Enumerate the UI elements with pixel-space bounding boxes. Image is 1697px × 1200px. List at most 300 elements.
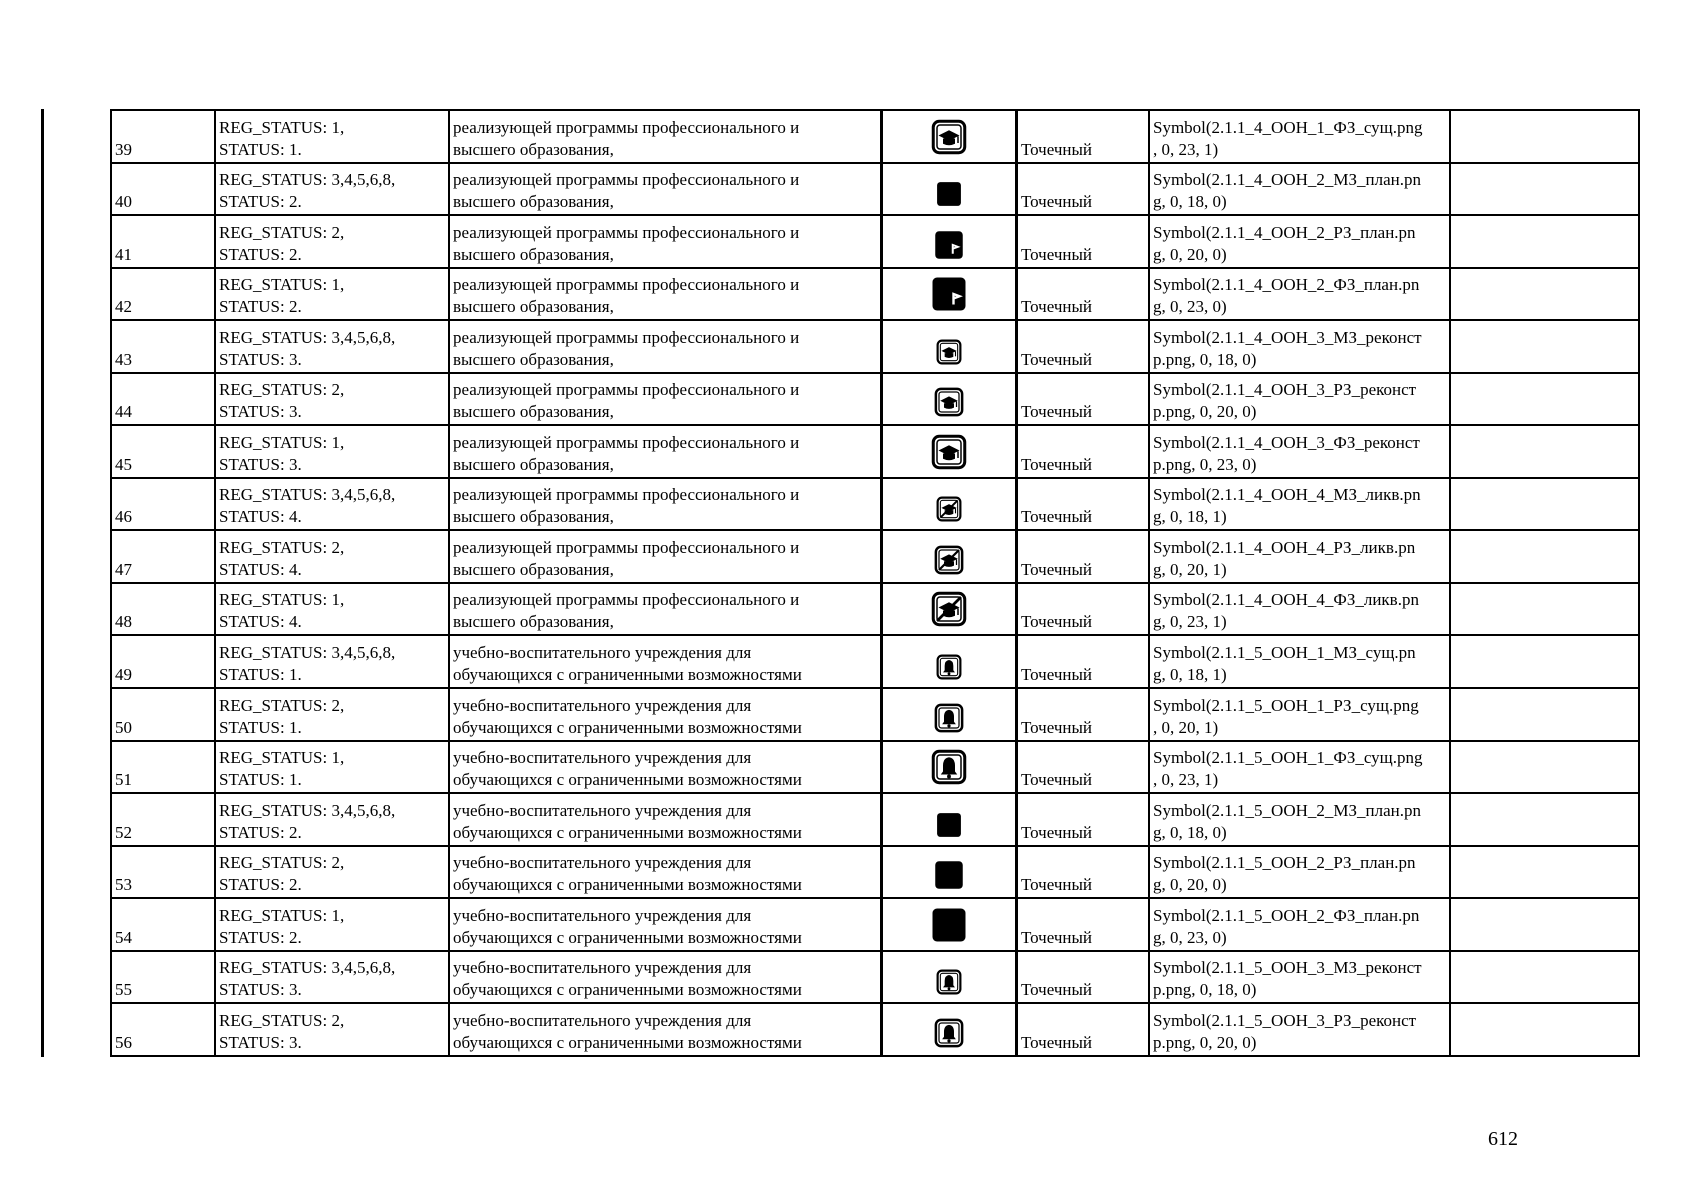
- row-number-cell: [111, 583, 215, 636]
- description-line: учебно-воспитательного учреждения для: [453, 695, 752, 715]
- reg-status-cell: [215, 268, 449, 321]
- symbol-expression-cell: [1149, 425, 1450, 478]
- reg-status-text: REG_STATUS: 1,: [219, 275, 345, 295]
- empty-cell: [1450, 951, 1639, 1004]
- description-cell: [449, 1003, 882, 1056]
- reg-status-cell: [215, 635, 449, 688]
- symbol-expression-line: Symbol(2.1.1_4_ООН_2_МЗ_план.pn: [1153, 170, 1421, 190]
- reg-status-cell: [215, 951, 449, 1004]
- reg-status-text: REG_STATUS: 2,: [219, 853, 345, 873]
- symbol-expression-line: , 0, 23, 1): [1153, 770, 1219, 790]
- row-number-cell: [111, 268, 215, 321]
- symbol-icon-cell: [882, 741, 1017, 794]
- geometry-type: Точечный: [1021, 665, 1093, 685]
- symbol-expression-line: р.png, 0, 20, 0): [1153, 402, 1257, 422]
- filled-square-flag-icon: [931, 276, 967, 312]
- description-cell: [449, 951, 882, 1004]
- symbol-expression-line: Symbol(2.1.1_4_ООН_4_ФЗ_ликв.pn: [1153, 590, 1419, 610]
- description-line: реализующей программы профессионального и: [453, 380, 800, 400]
- symbol-icon-cell: [882, 530, 1017, 583]
- geometry-type-cell: [1017, 583, 1150, 636]
- reg-status-cell: [215, 1003, 449, 1056]
- row-number: 56: [115, 1033, 132, 1052]
- description-line: учебно-воспитательного учреждения для: [453, 748, 752, 768]
- row-number-cell: [111, 635, 215, 688]
- row-number-cell: [111, 425, 215, 478]
- symbol-icon-cell: [882, 846, 1017, 899]
- symbol-expression-line: Symbol(2.1.1_4_ООН_2_РЗ_план.pn: [1153, 222, 1416, 242]
- row-number: 53: [115, 875, 132, 895]
- geometry-type-cell: [1017, 163, 1150, 216]
- row-number-cell: [111, 741, 215, 794]
- symbol-expression-line: р.png, 0, 20, 0): [1153, 1033, 1257, 1052]
- bell-icon: [936, 654, 962, 680]
- status-text: STATUS: 2.: [219, 192, 302, 212]
- description-line: реализующей программы профессионального и: [453, 590, 800, 610]
- symbol-expression-line: р.png, 0, 18, 0): [1153, 349, 1257, 369]
- row-number: 54: [115, 927, 132, 947]
- graduation-cap-icon: [931, 119, 967, 155]
- graduation-cap-icon: [934, 387, 964, 417]
- description-line: реализующей программы профессионального и: [453, 117, 800, 137]
- symbol-expression-line: Symbol(2.1.1_4_ООН_4_РЗ_ликв.pn: [1153, 537, 1416, 557]
- row-number-cell: [111, 163, 215, 216]
- row-number-cell: [111, 688, 215, 741]
- symbol-expression-line: g, 0, 18, 1): [1153, 665, 1227, 685]
- geometry-type: Точечный: [1021, 822, 1093, 842]
- reg-status-text: REG_STATUS: 3,4,5,6,8,: [219, 170, 396, 190]
- description-cell: [449, 846, 882, 899]
- table-row: [111, 320, 1639, 373]
- row-number: 45: [115, 454, 132, 474]
- description-line: обучающихся с ограниченными возможностями: [453, 1033, 802, 1052]
- symbol-expression-cell: [1149, 951, 1450, 1004]
- status-text: STATUS: 3.: [219, 349, 302, 369]
- reg-status-text: REG_STATUS: 1,: [219, 432, 345, 452]
- status-text: STATUS: 3.: [219, 1033, 302, 1052]
- empty-cell: [1450, 373, 1639, 426]
- row-number: 42: [115, 297, 132, 317]
- row-number-cell: [111, 320, 215, 373]
- symbol-expression-cell: [1149, 163, 1450, 216]
- geometry-type: Точечный: [1021, 875, 1093, 895]
- geometry-type-cell: [1017, 268, 1150, 321]
- reg-status-text: REG_STATUS: 2,: [219, 1011, 345, 1030]
- symbol-expression-cell: [1149, 478, 1450, 531]
- description-line: учебно-воспитательного учреждения для: [453, 643, 752, 663]
- reg-status-text: REG_STATUS: 3,4,5,6,8,: [219, 800, 396, 820]
- row-number: 50: [115, 717, 132, 737]
- table-row: [111, 215, 1639, 268]
- row-number: 39: [115, 139, 132, 159]
- symbol-icon-cell: [882, 268, 1017, 321]
- row-number-cell: [111, 898, 215, 951]
- symbol-expression-line: Symbol(2.1.1_4_ООН_4_МЗ_ликв.pn: [1153, 485, 1421, 505]
- symbol-expression-cell: [1149, 320, 1450, 373]
- symbol-expression-cell: [1149, 373, 1450, 426]
- reg-status-text: REG_STATUS: 1,: [219, 748, 345, 768]
- reg-status-cell: [215, 898, 449, 951]
- symbol-table-body: [111, 110, 1639, 1056]
- description-line: обучающихся с ограниченными возможностями: [453, 822, 802, 842]
- description-line: учебно-воспитательного учреждения для: [453, 800, 752, 820]
- symbol-icon-cell: [882, 635, 1017, 688]
- symbol-expression-line: Symbol(2.1.1_5_ООН_2_ФЗ_план.pn: [1153, 905, 1420, 925]
- geometry-type: Точечный: [1021, 192, 1093, 212]
- symbol-expression-cell: [1149, 583, 1450, 636]
- description-line: обучающихся с ограниченными возможностями: [453, 717, 802, 737]
- table-row: [111, 530, 1639, 583]
- symbol-icon-cell: [882, 951, 1017, 1004]
- description-line: реализующей программы профессионального и: [453, 275, 800, 295]
- symbol-expression-line: g, 0, 23, 0): [1153, 297, 1227, 317]
- empty-cell: [1450, 320, 1639, 373]
- description-cell: [449, 741, 882, 794]
- table-row: [111, 373, 1639, 426]
- row-number-cell: [111, 215, 215, 268]
- description-line: обучающихся с ограниченными возможностями: [453, 665, 802, 685]
- geometry-type: Точечный: [1021, 139, 1093, 159]
- symbol-icon-cell: [882, 793, 1017, 846]
- bell-icon: [934, 1018, 964, 1048]
- symbol-icon-cell: [882, 898, 1017, 951]
- description-line: реализующей программы профессионального и: [453, 170, 800, 190]
- reg-status-cell: [215, 741, 449, 794]
- symbol-expression-line: Symbol(2.1.1_5_ООН_3_МЗ_реконст: [1153, 958, 1422, 978]
- symbol-expression-line: Symbol(2.1.1_4_ООН_1_ФЗ_сущ.png: [1153, 117, 1423, 137]
- reg-status-text: REG_STATUS: 2,: [219, 695, 345, 715]
- symbol-icon-cell: [882, 320, 1017, 373]
- description-cell: [449, 478, 882, 531]
- symbol-expression-cell: [1149, 110, 1450, 163]
- margin-rule: [41, 109, 44, 1057]
- row-number-cell: [111, 373, 215, 426]
- status-text: STATUS: 3.: [219, 980, 302, 1000]
- graduation-cap-crossed-icon: [934, 545, 964, 575]
- symbol-expression-line: , 0, 20, 1): [1153, 717, 1219, 737]
- geometry-type: Точечный: [1021, 402, 1093, 422]
- geometry-type-cell: [1017, 951, 1150, 1004]
- row-number: 43: [115, 349, 132, 369]
- description-line: высшего образования,: [453, 454, 614, 474]
- description-cell: [449, 530, 882, 583]
- row-number-cell: [111, 846, 215, 899]
- symbol-expression-cell: [1149, 1003, 1450, 1056]
- table-row: [111, 268, 1639, 321]
- reg-status-text: REG_STATUS: 3,4,5,6,8,: [219, 327, 396, 347]
- geometry-type-cell: [1017, 635, 1150, 688]
- description-line: реализующей программы профессионального и: [453, 537, 800, 557]
- geometry-type: Точечный: [1021, 980, 1093, 1000]
- description-line: высшего образования,: [453, 192, 614, 212]
- reg-status-text: REG_STATUS: 3,4,5,6,8,: [219, 485, 396, 505]
- status-text: STATUS: 1.: [219, 665, 302, 685]
- bell-icon: [934, 703, 964, 733]
- reg-status-text: REG_STATUS: 2,: [219, 537, 345, 557]
- table-row: [111, 793, 1639, 846]
- graduation-cap-crossed-icon: [931, 591, 967, 627]
- reg-status-cell: [215, 373, 449, 426]
- symbol-expression-line: Symbol(2.1.1_4_ООН_3_МЗ_реконст: [1153, 327, 1422, 347]
- reg-status-cell: [215, 215, 449, 268]
- geometry-type-cell: [1017, 530, 1150, 583]
- description-line: высшего образования,: [453, 559, 614, 579]
- status-text: STATUS: 3.: [219, 454, 302, 474]
- description-cell: [449, 583, 882, 636]
- symbol-expression-line: Symbol(2.1.1_4_ООН_2_ФЗ_план.pn: [1153, 275, 1420, 295]
- table-row: [111, 1003, 1639, 1056]
- status-text: STATUS: 4.: [219, 507, 302, 527]
- description-cell: [449, 425, 882, 478]
- symbol-expression-line: Symbol(2.1.1_5_ООН_1_ФЗ_сущ.png: [1153, 748, 1423, 768]
- symbol-icon-cell: [882, 583, 1017, 636]
- filled-square-icon: [934, 860, 964, 890]
- symbol-expression-cell: [1149, 898, 1450, 951]
- description-line: учебно-воспитательного учреждения для: [453, 958, 752, 978]
- empty-cell: [1450, 846, 1639, 899]
- symbol-expression-line: Symbol(2.1.1_5_ООН_3_РЗ_реконст: [1153, 1011, 1417, 1030]
- description-line: реализующей программы профессионального и: [453, 432, 800, 452]
- geometry-type-cell: [1017, 793, 1150, 846]
- description-cell: [449, 635, 882, 688]
- geometry-type: Точечный: [1021, 559, 1093, 579]
- status-text: STATUS: 2.: [219, 875, 302, 895]
- symbol-expression-cell: [1149, 268, 1450, 321]
- geometry-type-cell: [1017, 898, 1150, 951]
- row-number: 41: [115, 244, 132, 264]
- table-row: [111, 478, 1639, 531]
- description-line: обучающихся с ограниченными возможностями: [453, 875, 802, 895]
- empty-cell: [1450, 1003, 1639, 1056]
- status-text: STATUS: 1.: [219, 770, 302, 790]
- symbol-expression-line: g, 0, 18, 1): [1153, 507, 1227, 527]
- geometry-type: Точечный: [1021, 717, 1093, 737]
- description-line: высшего образования,: [453, 244, 614, 264]
- symbol-table: [110, 109, 1640, 1057]
- empty-cell: [1450, 688, 1639, 741]
- geometry-type-cell: [1017, 373, 1150, 426]
- status-text: STATUS: 2.: [219, 822, 302, 842]
- row-number-cell: [111, 110, 215, 163]
- table-row: [111, 898, 1639, 951]
- reg-status-text: REG_STATUS: 1,: [219, 590, 345, 610]
- symbol-expression-line: g, 0, 20, 0): [1153, 875, 1227, 895]
- description-line: реализующей программы профессионального и: [453, 327, 800, 347]
- reg-status-text: REG_STATUS: 3,4,5,6,8,: [219, 643, 396, 663]
- status-text: STATUS: 4.: [219, 612, 302, 632]
- geometry-type: Точечный: [1021, 297, 1093, 317]
- geometry-type-cell: [1017, 846, 1150, 899]
- symbol-expression-line: Symbol(2.1.1_4_ООН_3_ФЗ_реконст: [1153, 432, 1420, 452]
- table-row: [111, 688, 1639, 741]
- status-text: STATUS: 1.: [219, 717, 302, 737]
- description-line: учебно-воспитательного учреждения для: [453, 905, 752, 925]
- graduation-cap-icon: [931, 434, 967, 470]
- symbol-icon-cell: [882, 478, 1017, 531]
- reg-status-cell: [215, 320, 449, 373]
- geometry-type: Точечный: [1021, 454, 1093, 474]
- symbol-expression-line: g, 0, 18, 0): [1153, 822, 1227, 842]
- geometry-type: Точечный: [1021, 244, 1093, 264]
- row-number: 40: [115, 192, 132, 212]
- description-cell: [449, 163, 882, 216]
- status-text: STATUS: 1.: [219, 139, 302, 159]
- geometry-type: Точечный: [1021, 612, 1093, 632]
- reg-status-text: REG_STATUS: 3,4,5,6,8,: [219, 958, 396, 978]
- description-line: учебно-воспитательного учреждения для: [453, 1011, 752, 1030]
- row-number-cell: [111, 951, 215, 1004]
- table-row: [111, 635, 1639, 688]
- description-line: обучающихся с ограниченными возможностями: [453, 770, 802, 790]
- description-cell: [449, 793, 882, 846]
- table-row: [111, 163, 1639, 216]
- table-row: [111, 110, 1639, 163]
- symbol-expression-cell: [1149, 793, 1450, 846]
- status-text: STATUS: 2.: [219, 244, 302, 264]
- row-number: 47: [115, 559, 132, 579]
- symbol-expression-line: р.png, 0, 23, 0): [1153, 454, 1257, 474]
- symbol-expression-cell: [1149, 741, 1450, 794]
- reg-status-cell: [215, 425, 449, 478]
- geometry-type-cell: [1017, 688, 1150, 741]
- reg-status-text: REG_STATUS: 2,: [219, 380, 345, 400]
- description-line: обучающихся с ограниченными возможностями: [453, 927, 802, 947]
- symbol-expression-line: Symbol(2.1.1_5_ООН_2_МЗ_план.pn: [1153, 800, 1421, 820]
- geometry-type-cell: [1017, 741, 1150, 794]
- row-number: 48: [115, 612, 132, 632]
- row-number-cell: [111, 530, 215, 583]
- empty-cell: [1450, 530, 1639, 583]
- symbol-expression-line: g, 0, 23, 0): [1153, 927, 1227, 947]
- symbol-expression-line: Symbol(2.1.1_5_ООН_1_МЗ_сущ.pn: [1153, 643, 1416, 663]
- description-cell: [449, 320, 882, 373]
- description-line: высшего образования,: [453, 507, 614, 527]
- symbol-expression-line: g, 0, 20, 1): [1153, 559, 1227, 579]
- symbol-expression-line: р.png, 0, 18, 0): [1153, 980, 1257, 1000]
- row-number-cell: [111, 1003, 215, 1056]
- reg-status-cell: [215, 583, 449, 636]
- symbol-expression-cell: [1149, 846, 1450, 899]
- filled-square-flag-icon: [934, 230, 964, 260]
- row-number: 46: [115, 507, 132, 527]
- geometry-type-cell: [1017, 110, 1150, 163]
- empty-cell: [1450, 898, 1639, 951]
- symbol-expression-line: g, 0, 20, 0): [1153, 244, 1227, 264]
- symbol-expression-line: Symbol(2.1.1_5_ООН_2_РЗ_план.pn: [1153, 853, 1416, 873]
- description-line: высшего образования,: [453, 349, 614, 369]
- page-number: 612: [1488, 1128, 1518, 1150]
- geometry-type: Точечный: [1021, 507, 1093, 527]
- symbol-icon-cell: [882, 688, 1017, 741]
- row-number: 52: [115, 822, 132, 842]
- bell-icon: [936, 969, 962, 995]
- reg-status-cell: [215, 163, 449, 216]
- reg-status-cell: [215, 846, 449, 899]
- description-line: высшего образования,: [453, 612, 614, 632]
- geometry-type-cell: [1017, 478, 1150, 531]
- symbol-expression-line: Symbol(2.1.1_5_ООН_1_РЗ_сущ.png: [1153, 695, 1419, 715]
- table-row: [111, 583, 1639, 636]
- empty-cell: [1450, 425, 1639, 478]
- reg-status-cell: [215, 530, 449, 583]
- row-number: 51: [115, 770, 132, 790]
- table-row: [111, 741, 1639, 794]
- status-text: STATUS: 4.: [219, 559, 302, 579]
- reg-status-cell: [215, 110, 449, 163]
- table-row: [111, 951, 1639, 1004]
- description-cell: [449, 215, 882, 268]
- empty-cell: [1450, 110, 1639, 163]
- symbol-icon-cell: [882, 373, 1017, 426]
- filled-square-icon: [936, 812, 962, 838]
- symbol-expression-cell: [1149, 688, 1450, 741]
- symbol-icon-cell: [882, 215, 1017, 268]
- empty-cell: [1450, 163, 1639, 216]
- symbol-icon-cell: [882, 110, 1017, 163]
- description-cell: [449, 898, 882, 951]
- symbol-expression-cell: [1149, 530, 1450, 583]
- description-line: реализующей программы профессионального и: [453, 485, 800, 505]
- empty-cell: [1450, 478, 1639, 531]
- empty-cell: [1450, 268, 1639, 321]
- row-number: 55: [115, 980, 132, 1000]
- description-line: высшего образования,: [453, 402, 614, 422]
- geometry-type-cell: [1017, 425, 1150, 478]
- symbol-expression-line: , 0, 23, 1): [1153, 139, 1219, 159]
- row-number-cell: [111, 478, 215, 531]
- graduation-cap-icon: [936, 339, 962, 365]
- table-row: [111, 846, 1639, 899]
- geometry-type: Точечный: [1021, 349, 1093, 369]
- symbol-icon-cell: [882, 1003, 1017, 1056]
- description-cell: [449, 688, 882, 741]
- bell-icon: [931, 749, 967, 785]
- symbol-expression-cell: [1149, 635, 1450, 688]
- empty-cell: [1450, 215, 1639, 268]
- reg-status-text: REG_STATUS: 2,: [219, 222, 345, 242]
- symbol-icon-cell: [882, 163, 1017, 216]
- geometry-type: Точечный: [1021, 1033, 1093, 1052]
- symbol-expression-cell: [1149, 215, 1450, 268]
- geometry-type-cell: [1017, 215, 1150, 268]
- status-text: STATUS: 2.: [219, 927, 302, 947]
- description-line: высшего образования,: [453, 139, 614, 159]
- description-cell: [449, 268, 882, 321]
- description-line: учебно-воспитательного учреждения для: [453, 853, 752, 873]
- symbol-expression-line: Symbol(2.1.1_4_ООН_3_РЗ_реконст: [1153, 380, 1417, 400]
- graduation-cap-crossed-icon: [936, 496, 962, 522]
- description-line: реализующей программы профессионального и: [453, 222, 800, 242]
- reg-status-cell: [215, 478, 449, 531]
- symbol-expression-line: g, 0, 18, 0): [1153, 192, 1227, 212]
- symbol-expression-line: g, 0, 23, 1): [1153, 612, 1227, 632]
- empty-cell: [1450, 583, 1639, 636]
- reg-status-text: REG_STATUS: 1,: [219, 905, 345, 925]
- description-cell: [449, 110, 882, 163]
- description-line: обучающихся с ограниченными возможностями: [453, 980, 802, 1000]
- row-number: 49: [115, 665, 132, 685]
- geometry-type: Точечный: [1021, 770, 1093, 790]
- empty-cell: [1450, 793, 1639, 846]
- geometry-type-cell: [1017, 1003, 1150, 1056]
- geometry-type-cell: [1017, 320, 1150, 373]
- status-text: STATUS: 3.: [219, 402, 302, 422]
- status-text: STATUS: 2.: [219, 297, 302, 317]
- description-cell: [449, 373, 882, 426]
- table-row: [111, 425, 1639, 478]
- row-number-cell: [111, 793, 215, 846]
- reg-status-cell: [215, 688, 449, 741]
